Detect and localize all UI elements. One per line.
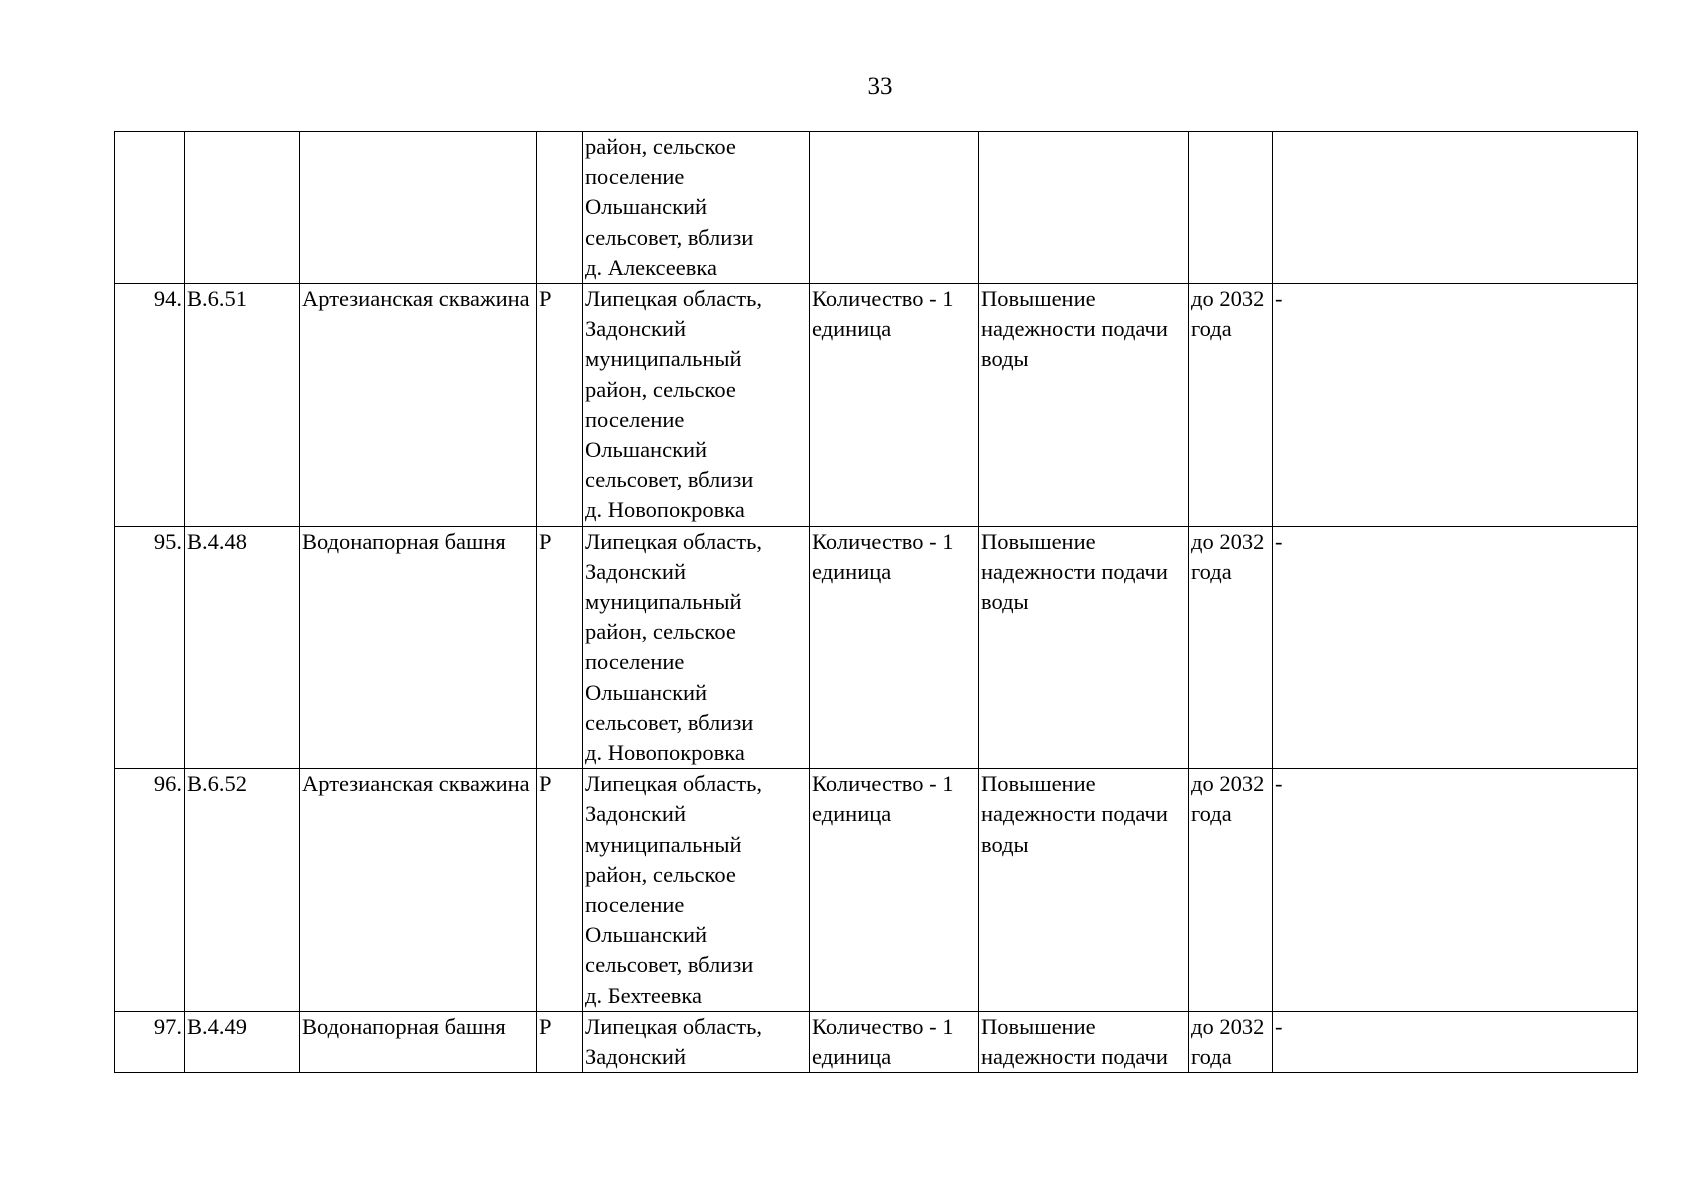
object-characteristics: Количество - 1 единица bbox=[810, 769, 979, 1012]
location-line: сельсовет, вблизи bbox=[585, 952, 754, 978]
object-characteristics: Количество - 1 единица bbox=[810, 1011, 979, 1072]
object-deadline: до 2032 года bbox=[1189, 284, 1273, 527]
object-location bbox=[583, 132, 810, 284]
table-row bbox=[115, 769, 1638, 1012]
location-line: поселение bbox=[585, 164, 685, 190]
row-number: 97. bbox=[115, 1011, 185, 1072]
location-line: сельсовет, вблизи bbox=[585, 709, 754, 735]
object-remark: - bbox=[1273, 526, 1638, 769]
location-line: муниципальный bbox=[585, 831, 742, 857]
object-purpose: Повышение надежности подачи bbox=[979, 1011, 1189, 1072]
object-name: Водонапорная башня bbox=[300, 1011, 537, 1072]
object-name: Водонапорная башня bbox=[300, 526, 537, 769]
object-remark: - bbox=[1273, 1011, 1638, 1072]
object-code: В.4.49 bbox=[185, 1011, 300, 1072]
location-line: Ольшанский bbox=[585, 679, 708, 705]
location-line: муниципальный bbox=[585, 346, 742, 372]
location-line: Задонский bbox=[585, 316, 686, 342]
object-category bbox=[537, 132, 583, 284]
location-line: д. Алексеевка bbox=[585, 254, 717, 280]
table-row bbox=[115, 1011, 1638, 1072]
object-category: Р bbox=[537, 284, 583, 527]
object-location bbox=[583, 526, 810, 769]
row-number: 96. bbox=[115, 769, 185, 1012]
object-category: Р bbox=[537, 769, 583, 1012]
object-characteristics: Количество - 1 единица bbox=[810, 284, 979, 527]
row-number: 95. bbox=[115, 526, 185, 769]
page-number: 33 bbox=[867, 73, 893, 100]
object-name: Артезианская скважина bbox=[300, 284, 537, 527]
location-line: Липецкая область, bbox=[585, 286, 762, 312]
object-characteristics bbox=[810, 132, 979, 284]
location-line: д. Новопокровка bbox=[585, 497, 745, 523]
object-purpose bbox=[979, 132, 1189, 284]
row-number bbox=[115, 132, 185, 284]
object-purpose: Повышение надежности подачи воды bbox=[979, 526, 1189, 769]
location-line: сельсовет, вблизи bbox=[585, 467, 754, 493]
location-line: Липецкая область, bbox=[585, 1013, 762, 1039]
location-line: район, сельское bbox=[585, 619, 736, 645]
location-line: муниципальный bbox=[585, 589, 742, 615]
object-category: Р bbox=[537, 1011, 583, 1072]
object-code: В.6.52 bbox=[185, 769, 300, 1012]
object-name bbox=[300, 132, 537, 284]
location-line: Ольшанский bbox=[585, 194, 708, 220]
object-location bbox=[583, 769, 810, 1012]
location-line: поселение bbox=[585, 649, 685, 675]
location-line: район, сельское bbox=[585, 134, 736, 159]
object-deadline: до 2032 года bbox=[1189, 1011, 1273, 1072]
objects-table bbox=[114, 131, 1638, 1073]
object-characteristics: Количество - 1 единица bbox=[810, 526, 979, 769]
object-location bbox=[583, 284, 810, 527]
row-number: 94. bbox=[115, 284, 185, 527]
object-deadline: до 2032 года bbox=[1189, 526, 1273, 769]
location-line: поселение bbox=[585, 406, 685, 432]
object-remark: - bbox=[1273, 284, 1638, 527]
object-remark: - bbox=[1273, 769, 1638, 1012]
object-code: В.6.51 bbox=[185, 284, 300, 527]
location-line: район, сельское bbox=[585, 376, 736, 402]
location-line: поселение bbox=[585, 892, 685, 918]
object-category: Р bbox=[537, 526, 583, 769]
location-line: Ольшанский bbox=[585, 437, 708, 463]
location-line: сельсовет, вблизи bbox=[585, 224, 754, 250]
table-row bbox=[115, 526, 1638, 769]
object-deadline bbox=[1189, 132, 1273, 284]
location-line: Задонский bbox=[585, 801, 686, 827]
object-purpose: Повышение надежности подачи воды bbox=[979, 769, 1189, 1012]
location-line: район, сельское bbox=[585, 861, 736, 887]
location-line: д. Бехтеевка bbox=[585, 982, 703, 1008]
object-code: В.4.48 bbox=[185, 526, 300, 769]
location-line: Ольшанский bbox=[585, 922, 708, 948]
location-line: Липецкая область, bbox=[585, 528, 762, 554]
object-deadline: до 2032 года bbox=[1189, 769, 1273, 1012]
location-line: Задонский bbox=[585, 1044, 686, 1070]
location-line: Задонский bbox=[585, 558, 686, 584]
table-row bbox=[115, 132, 1638, 284]
object-code bbox=[185, 132, 300, 284]
object-name: Артезианская скважина bbox=[300, 769, 537, 1012]
location-line: Липецкая область, bbox=[585, 771, 762, 797]
table-row bbox=[115, 284, 1638, 527]
object-purpose: Повышение надежности подачи воды bbox=[979, 284, 1189, 527]
object-remark bbox=[1273, 132, 1638, 284]
location-line: д. Новопокровка bbox=[585, 740, 745, 766]
object-location bbox=[583, 1011, 810, 1072]
